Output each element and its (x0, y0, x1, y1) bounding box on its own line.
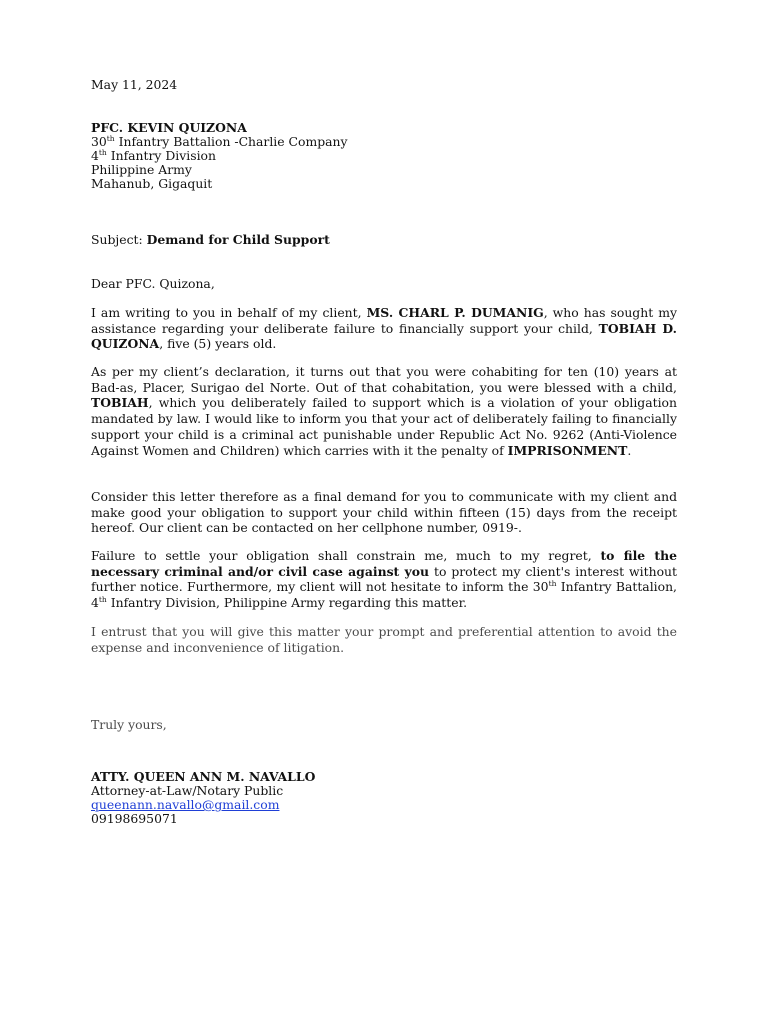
paragraph-2-text-c: . (627, 442, 632, 458)
paragraph-2-text-b: , which you deliberately failed to support which is a violation of your obligation mandated by law. I would like to inform you that your act of deliberately failing to financially support your child is a criminal act punishable under Republic Act No. 9262 (Anti-Violence Against Women and Children) which carries with it the penalty of (91, 395, 677, 458)
closing-text: Truly yours, (91, 717, 167, 732)
recipient-division-number: 4 (91, 148, 99, 163)
subject-line (91, 233, 677, 247)
recipient-unit (91, 135, 677, 149)
date-text: May 11, 2024 (91, 77, 178, 92)
signature-block (91, 770, 677, 826)
paragraph-1-text-c: , five (5) years old. (159, 336, 277, 352)
paragraph-4-text-b: to protect my client's interest without further notice. Furthermore, my client will not hesitate to inform the 30 (91, 563, 677, 595)
child-name: TOBIAH D. QUIZONA (91, 320, 677, 352)
paragraph-4-text-c: Infantry Battalion, 4 (91, 579, 677, 611)
subject-label: Subject: (91, 232, 147, 247)
paragraph-1-text-a: I am writing to you in behalf of my client, (91, 305, 367, 320)
paragraph-4 (91, 548, 677, 611)
recipient-unit-number: 30 (91, 134, 107, 149)
salutation-text: Dear PFC. Quizona, (91, 276, 215, 291)
recipient-unit-suffix: th (106, 134, 115, 143)
paragraph-5-text: I entrust that you will give this matter your prompt and preferential attention to avoid the expense and inconvenience of litigation. (91, 624, 677, 655)
recipient-division-suffix: th (98, 148, 107, 157)
salutation (91, 277, 677, 291)
division-suffix: th (98, 595, 107, 605)
paragraph-3-text: Consider this letter therefore as a final demand for you to communicate with my client and make good your obligation to support your child within fifteen (15) days from the receipt hereof. Our client can be contacted on her cellphone number, 0919-. (91, 489, 677, 536)
client-name: MS. CHARL P. DUMANIG (366, 305, 544, 320)
paragraph-4-text-a: Failure to settle your obligation shall constrain me, much to my regret, (91, 548, 601, 563)
paragraph-1 (91, 305, 677, 352)
child-name-short: TOBIAH (91, 395, 149, 411)
paragraph-5 (91, 624, 677, 655)
recipient-army: Philippine Army (91, 162, 192, 177)
paragraph-4-text-d: Infantry Division, Philippine Army regarding this matter. (106, 595, 468, 611)
subject-value: Demand for Child Support (146, 232, 330, 247)
paragraph-1-text-b: , who has sought my assistance regarding your deliberate failure to financially support your child, (91, 305, 677, 336)
recipient-division (91, 149, 677, 163)
paragraph-2-text-a: As per my client’s declaration, it turns out that you were cohabiting for ten (10) years at Bad-as, Placer, Surigao del Norte. Out of that cohabitation, you were blessed with a child, (91, 364, 677, 395)
recipient-block (91, 121, 677, 191)
signatory-phone: 09198695071 (91, 811, 178, 826)
penalty-text: IMPRISONMENT (507, 442, 628, 458)
recipient-name: PFC. KEVIN QUIZONA (91, 120, 247, 135)
recipient-unit-text: Infantry Battalion -Charlie Company (114, 134, 348, 149)
signatory-email-link[interactable]: queenann.navallo@gmail.com (91, 797, 280, 812)
legal-action-text: to file the necessary criminal and/or civil case against you (91, 548, 677, 579)
letter-date (91, 78, 677, 92)
signatory-title: Attorney-at-Law/Notary Public (91, 783, 284, 798)
recipient-address: Mahanub, Gigaquit (91, 176, 213, 191)
paragraph-3 (91, 489, 677, 536)
closing (91, 718, 677, 732)
signatory-name: ATTY. QUEEN ANN M. NAVALLO (91, 769, 316, 784)
recipient-division-text: Infantry Division (106, 148, 216, 163)
paragraph-2 (91, 364, 677, 458)
battalion-suffix: th (548, 579, 557, 589)
